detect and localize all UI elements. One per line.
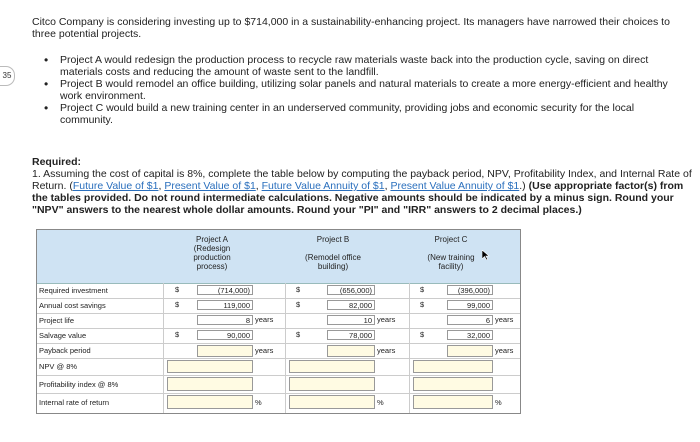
- percent-unit: %: [495, 398, 502, 407]
- b-irr-input[interactable]: [289, 395, 375, 409]
- project-a-header: [177, 235, 247, 271]
- years-unit: years: [495, 346, 514, 355]
- a-pi-input[interactable]: [167, 377, 253, 391]
- dollar-sign: $: [175, 285, 180, 294]
- c-life: 6: [447, 315, 493, 325]
- b-investment: (656,000): [327, 285, 375, 295]
- row-divider: [37, 328, 520, 329]
- a-npv-input[interactable]: [167, 360, 253, 373]
- b-pi-input[interactable]: [289, 377, 375, 391]
- row-divider: [37, 358, 520, 359]
- instructions: [32, 168, 692, 216]
- row-label: Required investment: [39, 286, 108, 295]
- project-c-desc: facility): [438, 262, 464, 271]
- row-divider: [37, 313, 520, 314]
- a-salvage: 90,000: [197, 330, 253, 340]
- project-c-desc: (New training: [427, 253, 475, 262]
- row-divider: [37, 298, 520, 299]
- project-a-desc: (Redesign: [193, 244, 231, 253]
- c-pi-input[interactable]: [413, 377, 493, 391]
- row-label: Profitability index @ 8%: [39, 380, 119, 389]
- dollar-sign: $: [175, 300, 180, 309]
- b-payback-input[interactable]: [327, 345, 375, 357]
- b-life: 10: [327, 315, 375, 325]
- list-item: • Project B would remodel an office building, utilizing solar panels and natural materials to create a more energy-efficient and healthy work environment.: [40, 78, 680, 102]
- years-unit: years: [377, 315, 396, 324]
- row-label: Internal rate of return: [39, 398, 110, 407]
- list-item: • Project A would redesign the production process to recycle raw materials waste back into the production cycle, saving on direct materials costs and reducing the amount of waste sent to the landfill.: [40, 54, 680, 78]
- dollar-sign: $: [420, 300, 425, 309]
- a-irr-input[interactable]: [167, 395, 253, 409]
- project-c-header: [415, 235, 487, 271]
- b-salvage: 78,000: [327, 330, 375, 340]
- project-b-desc: building): [317, 262, 349, 271]
- c-payback-input[interactable]: [447, 345, 493, 357]
- col-divider: [163, 283, 164, 413]
- project-b-header: [293, 235, 373, 271]
- row-divider: [37, 393, 520, 394]
- percent-unit: %: [255, 398, 262, 407]
- project-a-desc: production: [193, 253, 231, 262]
- c-salvage: 32,000: [447, 330, 493, 340]
- row-divider: [37, 343, 520, 344]
- dollar-sign: $: [296, 330, 301, 339]
- link-pv-1[interactable]: Present Value of $1: [164, 180, 256, 192]
- required-heading: Required:: [32, 156, 82, 168]
- link-fva-1[interactable]: Future Value Annuity of $1: [261, 180, 385, 192]
- years-unit: years: [255, 346, 274, 355]
- dollar-sign: $: [175, 330, 180, 339]
- instructions-close: .): [519, 180, 529, 192]
- col-divider: [409, 283, 410, 413]
- a-investment: (714,000): [197, 285, 253, 295]
- row-label: Payback period: [39, 346, 91, 355]
- intro-text: Citco Company is considering investing up to $714,000 in a sustainability-enhancing project. Its managers have narrowed their choices to three potential projects.: [32, 16, 670, 40]
- a-life: 8: [197, 315, 253, 325]
- side-tab[interactable]: 35: [0, 66, 15, 86]
- row-label: NPV @ 8%: [39, 362, 78, 371]
- row-label: Salvage value: [39, 331, 87, 340]
- c-npv-input[interactable]: [413, 360, 493, 373]
- dollar-sign: $: [420, 330, 425, 339]
- a-savings: 119,000: [197, 300, 253, 310]
- row-divider: [37, 375, 520, 376]
- years-unit: years: [255, 315, 274, 324]
- row-label: Project life: [39, 316, 75, 325]
- list-item: • Project C would build a new training center in an underserved community, providing jobs and economic security for the local community.: [40, 102, 680, 126]
- project-b-name: Project B: [316, 235, 350, 244]
- dollar-sign: $: [420, 285, 425, 294]
- capital-budgeting-table: [36, 229, 521, 414]
- instructions-text: 1. Assuming the cost of capital is 8%, complete the table below by computing the payback period, NPV, Profitability Index, and Internal Rate of Return. (: [32, 168, 692, 192]
- link-separator: ,: [384, 180, 391, 192]
- years-unit: years: [377, 346, 396, 355]
- b-npv-input[interactable]: [289, 360, 375, 373]
- dollar-sign: $: [296, 285, 301, 294]
- project-b-desc: (Remodel office: [305, 253, 361, 262]
- c-investment: (396,000): [447, 285, 493, 295]
- link-separator: ,: [158, 180, 165, 192]
- link-pva-1[interactable]: Present Value Annuity of $1: [390, 180, 520, 192]
- b-savings: 82,000: [327, 300, 375, 310]
- instructions-bold: (Use appropriate factor(s) from the tables provided. Do not round intermediate calculations. Negative amounts should be indicated by a minus sign. Round your "NPV" answers to the nearest whole dollar amounts. Round your "PI" and "IRR" answers to 2 decimal places.): [32, 180, 684, 216]
- row-label: Annual cost savings: [39, 301, 106, 310]
- link-fv-1[interactable]: Future Value of $1: [72, 180, 159, 192]
- project-list: [40, 54, 680, 126]
- project-a-desc: process): [196, 262, 228, 271]
- a-payback-input[interactable]: [197, 345, 253, 357]
- c-irr-input[interactable]: [413, 395, 493, 409]
- project-c-name: Project C: [434, 235, 468, 244]
- mouse-cursor-icon: [482, 250, 490, 260]
- dollar-sign: $: [296, 300, 301, 309]
- c-savings: 99,000: [447, 300, 493, 310]
- col-divider: [285, 283, 286, 413]
- years-unit: years: [495, 315, 514, 324]
- percent-unit: %: [377, 398, 384, 407]
- project-a-name: Project A: [195, 235, 228, 244]
- link-separator: ,: [255, 180, 262, 192]
